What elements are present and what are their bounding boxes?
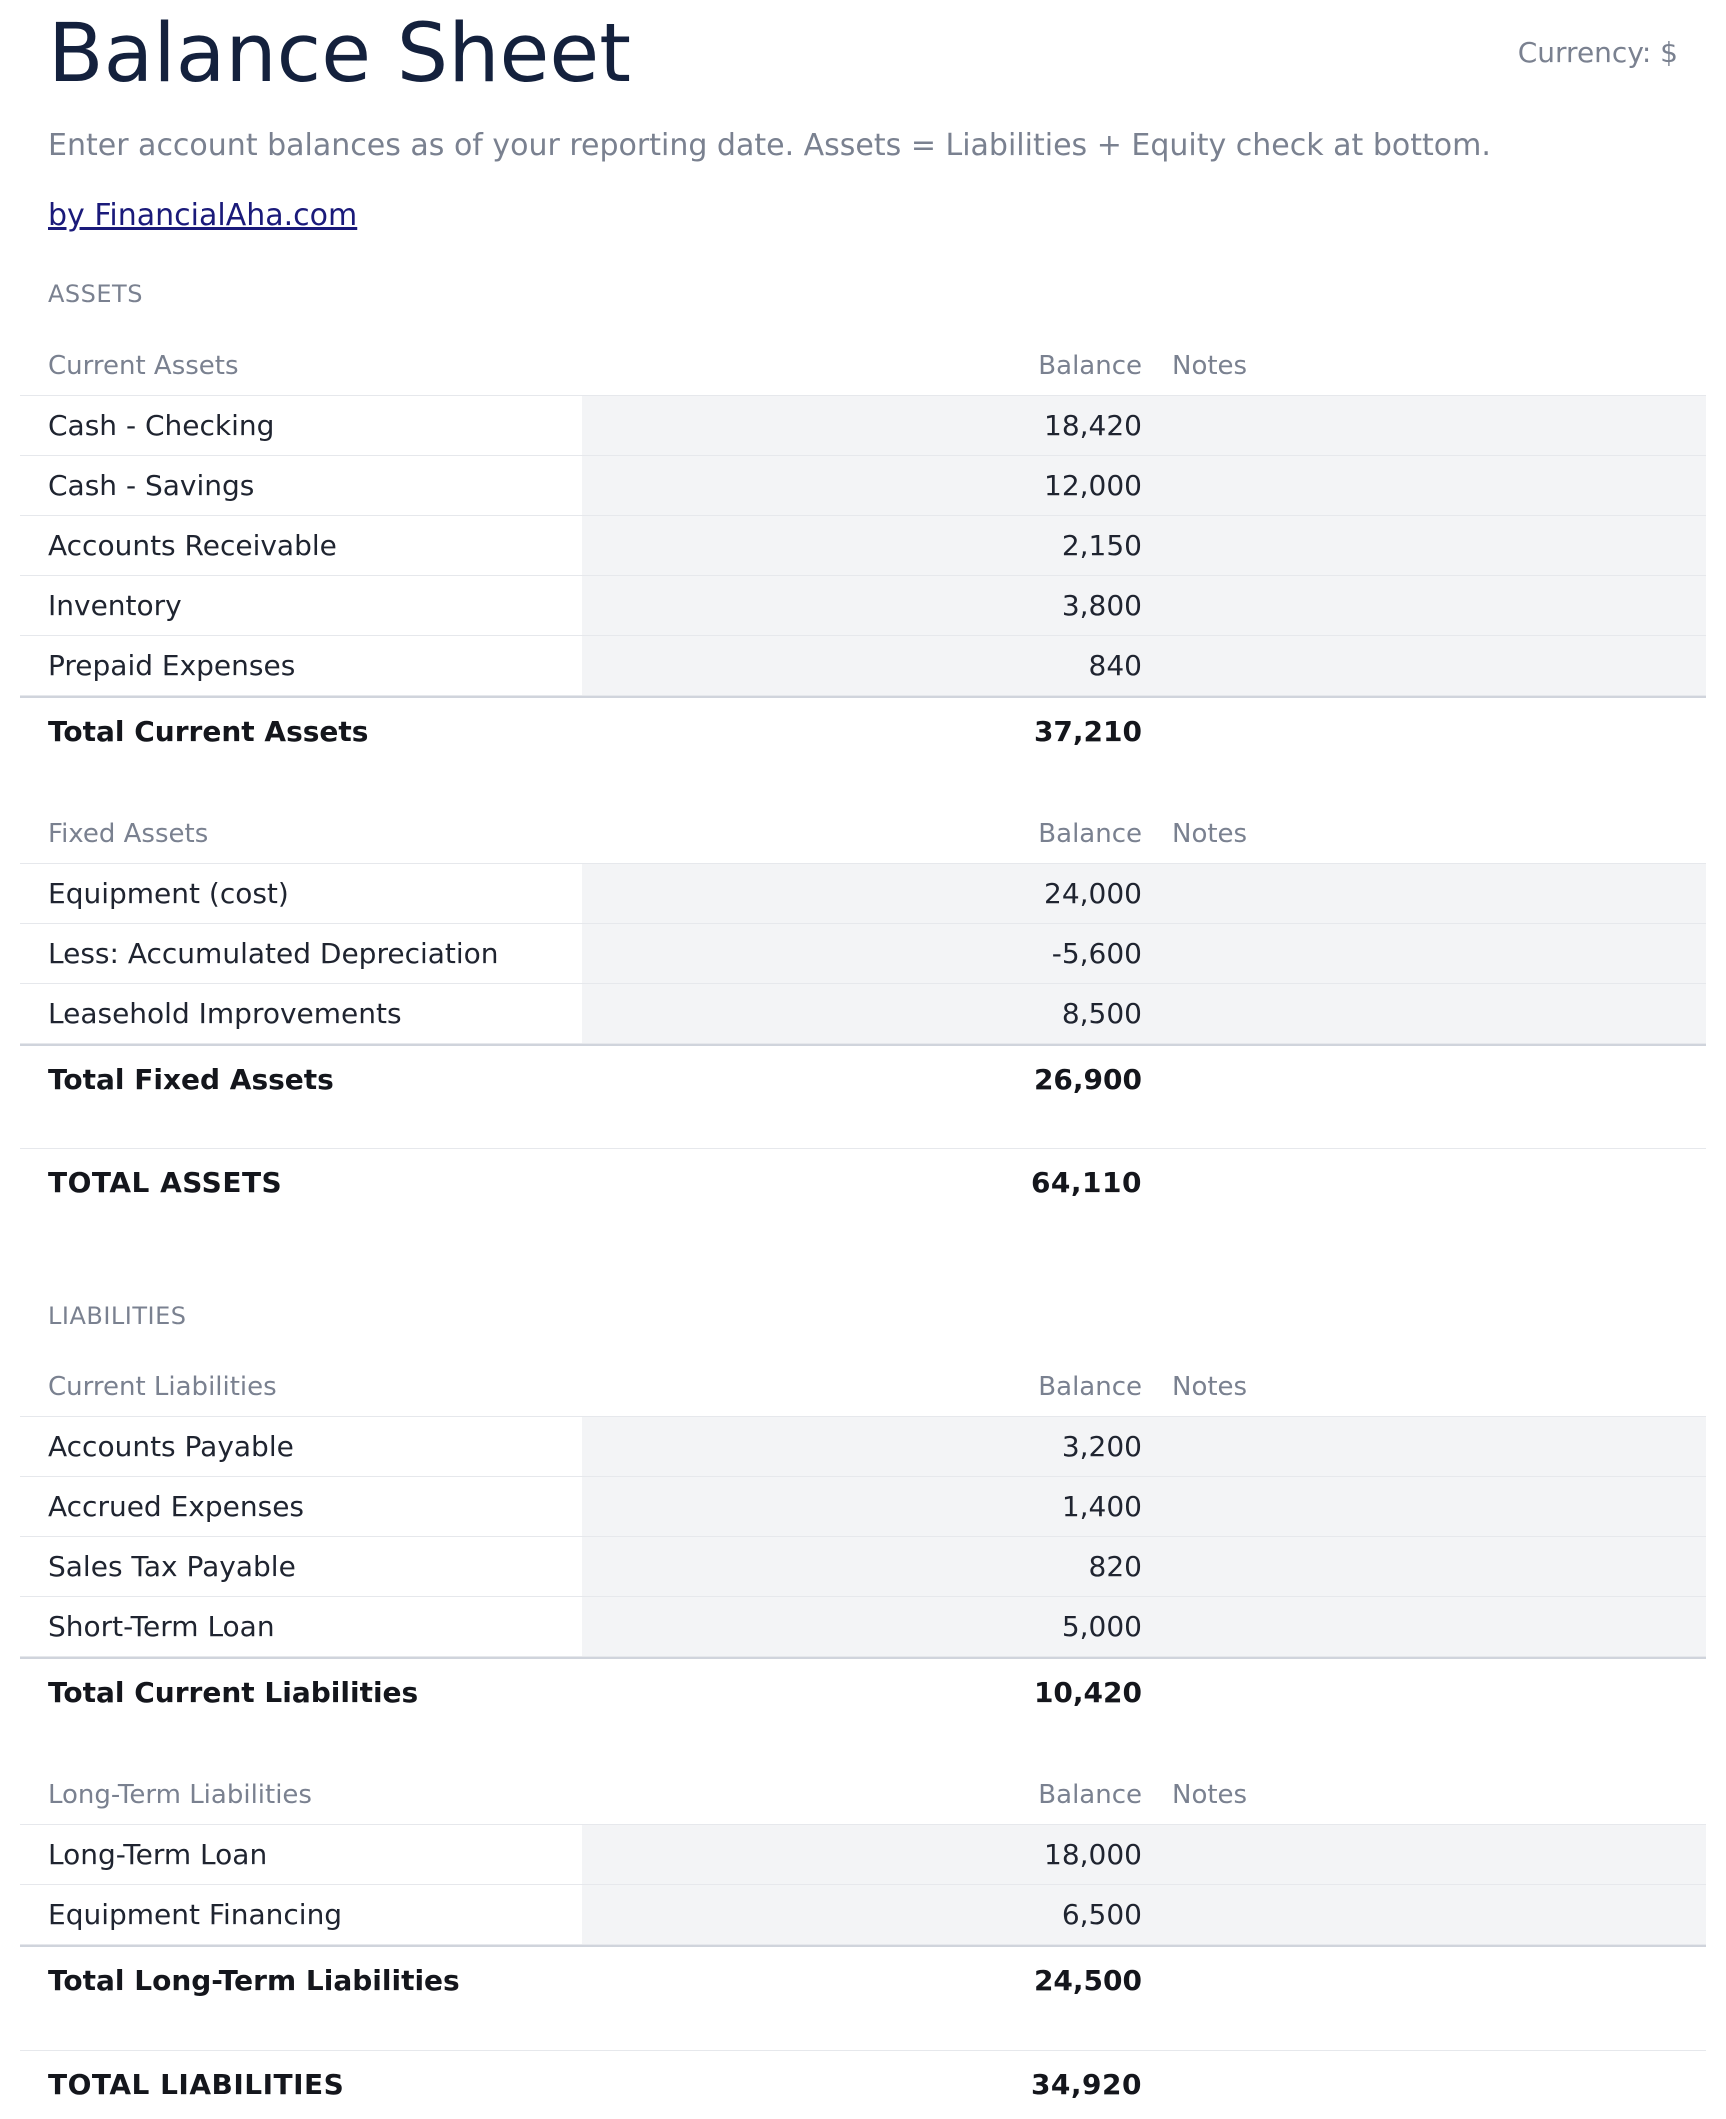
balance-value[interactable]: -5,600 [1051,937,1142,970]
account-name: Equipment Financing [48,1898,343,1931]
grand-total-value: 34,920 [1030,2068,1142,2101]
notes-column-header: Notes [1172,819,1248,849]
grand-total-assets-row [20,1148,1706,1217]
notes-cell[interactable] [1172,636,1692,695]
table-row [20,576,1706,636]
notes-cell[interactable] [1172,1417,1692,1476]
notes-cell[interactable] [1172,396,1692,455]
group-current-assets [20,335,1706,766]
account-name: Short-Term Loan [48,1610,275,1643]
notes-cell[interactable] [1172,576,1692,635]
notes-cell[interactable] [1172,924,1692,983]
grand-total-label: TOTAL LIABILITIES [48,2068,345,2101]
notes-cell[interactable] [1172,1885,1692,1944]
group-long-term-liabilities [20,1764,1706,2015]
balance-value[interactable]: 820 [1088,1550,1142,1583]
page-title: Balance Sheet [48,7,631,101]
table-row [20,1885,1706,1945]
table-row [20,1417,1706,1477]
balance-column-header: Balance [1038,1372,1142,1402]
balance-value[interactable]: 24,000 [1044,877,1142,910]
balance-value[interactable]: 18,000 [1044,1838,1142,1871]
subtotal-label: Total Fixed Assets [48,1063,334,1096]
group-title: Long-Term Liabilities [48,1780,312,1810]
byline-link[interactable]: by FinancialAha.com [48,198,358,233]
balance-column-header: Balance [1038,351,1142,381]
subtotal-row [20,1945,1706,2015]
account-name: Accrued Expenses [48,1490,305,1523]
balance-value[interactable]: 1,400 [1061,1490,1142,1523]
notes-cell[interactable] [1172,1825,1692,1884]
notes-cell[interactable] [1172,1597,1692,1656]
balance-value[interactable]: 5,000 [1061,1610,1142,1643]
group-title: Fixed Assets [48,819,209,849]
table-row [20,636,1706,696]
table-row [20,924,1706,984]
notes-cell[interactable] [1172,984,1692,1043]
group-fixed-assets [20,803,1706,1114]
notes-cell[interactable] [1172,864,1692,923]
notes-cell[interactable] [1172,1537,1692,1596]
notes-column-header: Notes [1172,1780,1248,1810]
subtotal-value: 10,420 [1033,1676,1142,1709]
subtotal-row [20,696,1706,766]
table-row [20,1597,1706,1657]
currency-label: Currency: $ [1517,36,1678,69]
balance-value[interactable]: 3,200 [1061,1430,1142,1463]
page-subtitle: Enter account balances as of your reporting date. Assets = Liabilities + Equity check at bottom. [48,128,1491,163]
grand-total-value: 64,110 [1030,1166,1142,1199]
account-name: Cash - Checking [48,409,275,442]
subtotal-value: 26,900 [1033,1063,1142,1096]
group-header [20,1764,1706,1825]
subtotal-value: 24,500 [1033,1964,1142,1997]
subtotal-label: Total Current Liabilities [48,1676,419,1709]
balance-value[interactable]: 2,150 [1061,529,1142,562]
balance-value[interactable]: 18,420 [1044,409,1142,442]
balance-value[interactable]: 8,500 [1061,997,1142,1030]
subtotal-row [20,1044,1706,1114]
subtotal-value: 37,210 [1033,715,1142,748]
account-name: Equipment (cost) [48,877,289,910]
balance-value[interactable]: 840 [1088,649,1142,682]
section-label-liabilities: LIABILITIES [48,1302,187,1330]
table-row [20,1537,1706,1597]
notes-cell[interactable] [1172,1477,1692,1536]
group-title: Current Liabilities [48,1372,277,1402]
table-row [20,864,1706,924]
account-name: Leasehold Improvements [48,997,402,1030]
grand-total-label: TOTAL ASSETS [48,1166,283,1199]
balance-column-header: Balance [1038,819,1142,849]
balance-value[interactable]: 6,500 [1061,1898,1142,1931]
account-name: Cash - Savings [48,469,255,502]
subtotal-label: Total Long-Term Liabilities [48,1964,460,1997]
section-label-assets: ASSETS [48,280,143,308]
balance-value[interactable]: 3,800 [1061,589,1142,622]
notes-column-header: Notes [1172,351,1248,381]
account-name: Accounts Receivable [48,529,337,562]
table-row [20,1825,1706,1885]
grand-total-liabilities-row [20,2050,1706,2119]
balance-value[interactable]: 12,000 [1044,469,1142,502]
account-name: Accounts Payable [48,1430,294,1463]
account-name: Long-Term Loan [48,1838,268,1871]
group-header [20,803,1706,864]
account-name: Prepaid Expenses [48,649,296,682]
subtotal-row [20,1657,1706,1727]
group-header [20,1356,1706,1417]
group-current-liabilities [20,1356,1706,1727]
account-name: Sales Tax Payable [48,1550,296,1583]
table-row [20,984,1706,1044]
table-row [20,516,1706,576]
table-row [20,456,1706,516]
notes-cell[interactable] [1172,516,1692,575]
account-name: Less: Accumulated Depreciation [48,937,499,970]
group-title: Current Assets [48,351,239,381]
table-row [20,396,1706,456]
account-name: Inventory [48,589,182,622]
subtotal-label: Total Current Assets [48,715,369,748]
notes-cell[interactable] [1172,456,1692,515]
group-header [20,335,1706,396]
notes-column-header: Notes [1172,1372,1248,1402]
balance-column-header: Balance [1038,1780,1142,1810]
table-row [20,1477,1706,1537]
